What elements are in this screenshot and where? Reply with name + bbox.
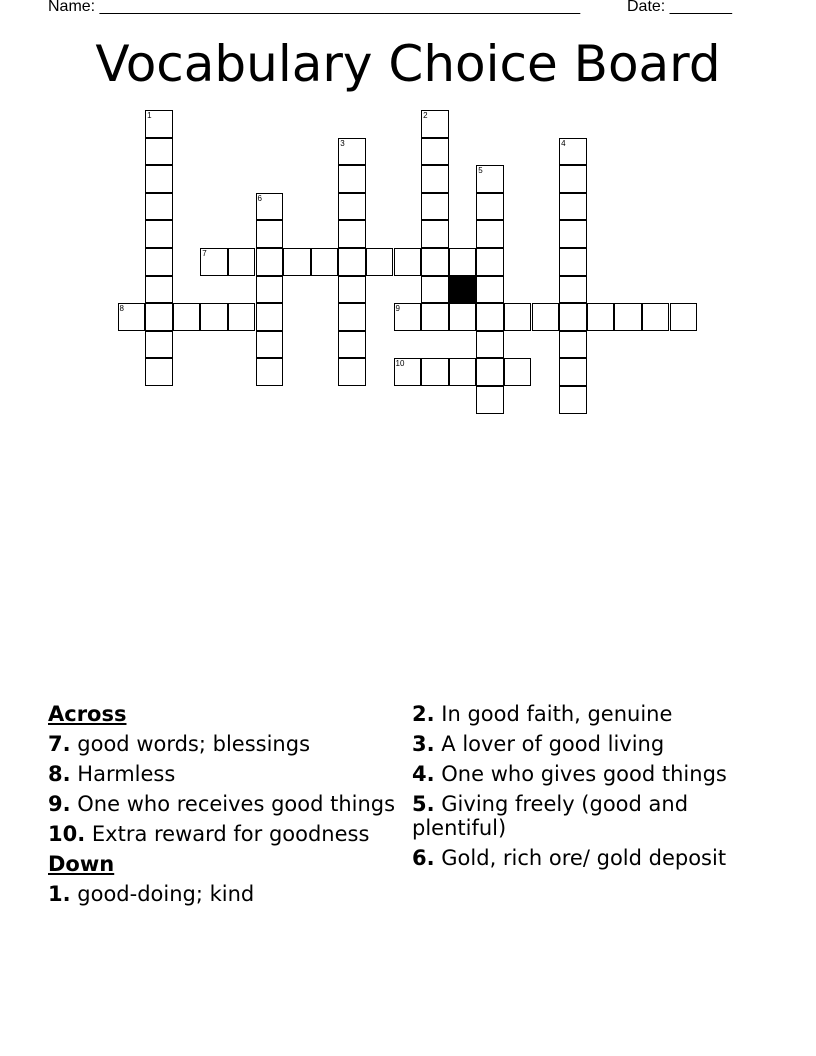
cell-number: 2 <box>423 111 428 120</box>
clue-text: Gold, rich ore/ gold deposit <box>441 846 727 870</box>
cell-number: 6 <box>257 193 262 203</box>
grid-cell[interactable] <box>476 386 504 414</box>
clue-down-5 <box>412 792 732 840</box>
grid-cell[interactable] <box>145 358 173 386</box>
grid-cell[interactable] <box>476 303 504 331</box>
clue-text: In good faith, genuine <box>441 702 673 726</box>
cell-number: 1 <box>147 111 152 120</box>
clue-down-3 <box>412 732 732 756</box>
cell-number: 3 <box>340 138 345 148</box>
cell-number: 8 <box>119 304 124 314</box>
grid-cell[interactable] <box>145 220 173 248</box>
clue-down-4 <box>412 762 732 786</box>
clues-right-column <box>412 702 732 876</box>
cell-number: 10 <box>395 359 405 369</box>
grid-cell[interactable] <box>559 386 587 414</box>
grid-cell[interactable] <box>476 276 504 304</box>
grid-cell[interactable] <box>145 110 173 138</box>
clue-text: A lover of good living <box>441 732 665 756</box>
grid-cell[interactable] <box>476 248 504 276</box>
clue-number: 9. <box>48 792 71 816</box>
grid-cell[interactable] <box>200 303 228 331</box>
grid-cell[interactable] <box>559 220 587 248</box>
grid-cell[interactable] <box>338 193 366 221</box>
grid-block <box>449 276 477 304</box>
grid-cell[interactable] <box>173 303 201 331</box>
grid-cell[interactable] <box>504 303 532 331</box>
grid-cell[interactable] <box>421 138 449 166</box>
grid-cell[interactable] <box>118 303 146 331</box>
down-heading: Down <box>48 852 115 876</box>
clue-across-7 <box>48 732 398 756</box>
grid-cell[interactable] <box>338 276 366 304</box>
grid-cell[interactable] <box>145 193 173 221</box>
grid-cell[interactable] <box>338 248 366 276</box>
grid-cell[interactable] <box>145 276 173 304</box>
clue-text: Giving freely (good and plentiful) <box>412 792 689 840</box>
across-heading: Across <box>48 702 127 726</box>
clue-down-1 <box>48 882 398 906</box>
grid-cell[interactable] <box>559 303 587 331</box>
grid-cell[interactable] <box>476 193 504 221</box>
clue-across-9 <box>48 792 398 816</box>
grid-cell[interactable] <box>394 303 422 331</box>
grid-cell[interactable] <box>421 303 449 331</box>
grid-cell[interactable] <box>283 248 311 276</box>
clue-text: good-doing; kind <box>77 882 255 906</box>
grid-cell[interactable] <box>394 358 422 386</box>
grid-cell[interactable] <box>338 358 366 386</box>
grid-cell[interactable] <box>256 358 284 386</box>
grid-cell[interactable] <box>200 248 228 276</box>
clue-across-8 <box>48 762 398 786</box>
clue-text: good words; blessings <box>77 732 311 756</box>
grid-cell[interactable] <box>559 276 587 304</box>
grid-cell[interactable] <box>670 303 698 331</box>
grid-cell[interactable] <box>559 331 587 359</box>
grid-cell[interactable] <box>228 303 256 331</box>
grid-cell[interactable] <box>476 331 504 359</box>
grid-cell[interactable] <box>642 303 670 331</box>
grid-cell[interactable] <box>145 248 173 276</box>
cell-number: 7 <box>202 249 207 258</box>
grid-cell[interactable] <box>421 165 449 193</box>
grid-cell[interactable] <box>145 138 173 166</box>
grid-cell[interactable] <box>476 358 504 386</box>
clue-number: 8. <box>48 762 71 786</box>
cell-number: 4 <box>561 138 566 148</box>
grid-cell[interactable] <box>256 276 284 304</box>
grid-cell[interactable] <box>228 248 256 276</box>
grid-cell[interactable] <box>256 193 284 221</box>
grid-cell[interactable] <box>476 165 504 193</box>
grid-cell[interactable] <box>338 303 366 331</box>
grid-cell[interactable] <box>338 220 366 248</box>
clue-text: One who receives good things <box>77 792 396 816</box>
clue-text: One who gives good things <box>441 762 727 786</box>
grid-cell[interactable] <box>145 303 173 331</box>
grid-cell[interactable] <box>532 303 560 331</box>
grid-cell[interactable] <box>256 303 284 331</box>
clue-number: 1. <box>48 882 71 906</box>
grid-cell[interactable] <box>421 276 449 304</box>
clue-number: 2. <box>412 702 435 726</box>
page-title: Vocabulary Choice Board <box>95 35 721 93</box>
cell-number: 5 <box>478 166 483 176</box>
grid-cell[interactable] <box>145 165 173 193</box>
grid-cell[interactable] <box>559 358 587 386</box>
grid-cell[interactable] <box>145 331 173 359</box>
grid-cell[interactable] <box>338 165 366 193</box>
grid-cell[interactable] <box>421 248 449 276</box>
grid-cell[interactable] <box>256 331 284 359</box>
clue-number: 7. <box>48 732 71 756</box>
grid-cell[interactable] <box>366 248 394 276</box>
clue-down-2 <box>412 702 732 726</box>
grid-cell[interactable] <box>338 331 366 359</box>
clue-number: 10. <box>48 822 86 846</box>
grid-cell[interactable] <box>449 303 477 331</box>
clue-number: 3. <box>412 732 435 756</box>
grid-cell[interactable] <box>559 248 587 276</box>
crossword-grid <box>0 0 816 430</box>
grid-cell[interactable] <box>311 248 339 276</box>
clue-down-6 <box>412 846 732 870</box>
grid-cell[interactable] <box>449 358 477 386</box>
cell-number: 9 <box>395 304 400 314</box>
grid-cell[interactable] <box>559 165 587 193</box>
grid-cell[interactable] <box>256 248 284 276</box>
clue-number: 4. <box>412 762 435 786</box>
clue-number: 6. <box>412 846 435 870</box>
grid-cell[interactable] <box>614 303 642 331</box>
clue-across-10 <box>48 822 398 846</box>
grid-cell[interactable] <box>256 220 284 248</box>
grid-cell[interactable] <box>476 220 504 248</box>
clues-left-column <box>48 702 398 912</box>
grid-cell[interactable] <box>504 358 532 386</box>
grid-cell[interactable] <box>559 193 587 221</box>
clue-text: Extra reward for goodness <box>91 822 370 846</box>
grid-cell[interactable] <box>421 110 449 138</box>
clue-number: 5. <box>412 792 435 816</box>
clue-text: Harmless <box>77 762 176 786</box>
grid-cell[interactable] <box>421 220 449 248</box>
grid-cell[interactable] <box>421 193 449 221</box>
grid-cell[interactable] <box>338 138 366 166</box>
grid-cell[interactable] <box>559 138 587 166</box>
name-field-label: Name: ______________________________________________________ <box>48 0 581 15</box>
grid-cell[interactable] <box>394 248 422 276</box>
date-field-label: Date: _______ <box>627 0 732 15</box>
grid-cell[interactable] <box>587 303 615 331</box>
grid-cell[interactable] <box>449 248 477 276</box>
grid-cell[interactable] <box>421 358 449 386</box>
